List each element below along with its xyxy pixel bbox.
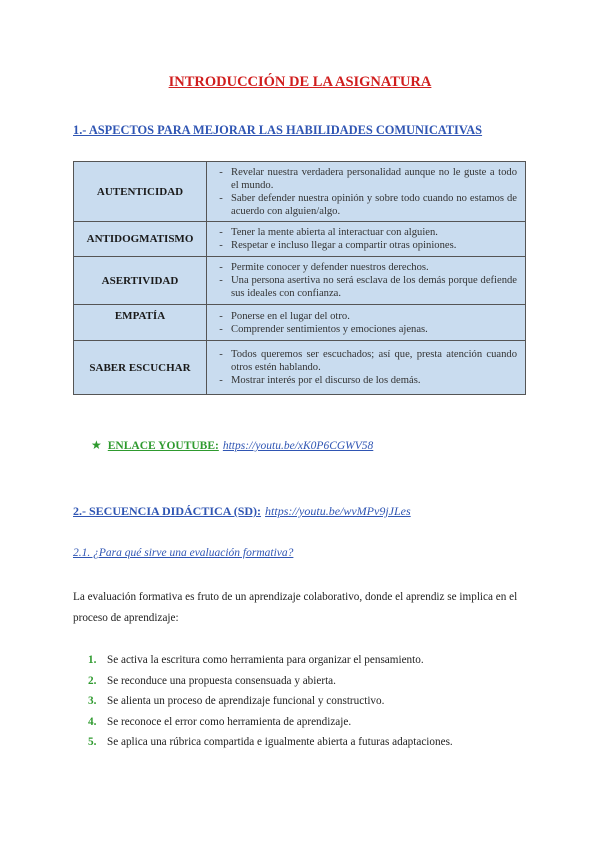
term-cell: EMPATÍA [74, 305, 207, 341]
item-text: Ponerse en el lugar del otro. [231, 310, 350, 322]
list-item: - Tener la mente abierta al interactuar con alguien. [211, 226, 517, 239]
item-text: Una persona asertiva no será esclava de los demás porque defiende sus ideales con confianza. [231, 275, 517, 299]
description-cell [207, 222, 526, 257]
description-cell [207, 341, 526, 395]
numbered-list [88, 650, 453, 753]
table-row [74, 257, 526, 305]
description-cell [207, 162, 526, 222]
description-cell [207, 305, 526, 341]
item-text: Todos queremos ser escuchados; así que, presta atención cuando otros estén hablando. [231, 349, 517, 373]
list-number: 3. [88, 695, 97, 708]
section1-heading: 1.- ASPECTOS PARA MEJORAR LAS HABILIDADES COMUNICATIVAS [73, 123, 483, 137]
list-item: - Respetar e incluso llegar a compartir otras opiniones. [211, 239, 517, 252]
item-text: Saber defender nuestra opinión y sobre todo cuando no estamos de acuerdo con alguien/algo. [231, 192, 517, 217]
table-row [74, 222, 526, 257]
intro-paragraph: La evaluación formativa es fruto de un aprendizaje colaborativo, donde el aprendiz se implica en el proceso de aprendizaje: [73, 591, 518, 624]
list-item: - Ponerse en el lugar del otro. [211, 310, 517, 323]
list-text: Se alienta un proceso de aprendizaje funcional y constructivo. [107, 695, 385, 708]
list-item [88, 732, 453, 753]
list-text: Se aplica una rúbrica compartida e igualmente abierta a futuras adaptaciones. [107, 736, 453, 749]
list-number: 5. [88, 736, 97, 749]
subsection-heading: 2.1. ¿Para qué sirve una evaluación formativa? [73, 547, 294, 559]
list-item: - Revelar nuestra verdadera personalidad aunque no le guste a todo el mundo. [219, 166, 517, 191]
term-cell: ANTIDOGMATISMO [74, 222, 207, 257]
page-title: INTRODUCCIÓN DE LA ASIGNATURA [168, 74, 432, 90]
list-item: - Comprender sentimientos y emociones ajenas. [211, 323, 517, 336]
item-text: Mostrar interés por el discurso de los demás. [231, 375, 421, 386]
item-text: Tener la mente abierta al interactuar con alguien. [231, 227, 438, 238]
list-text: Se reconoce el error como herramienta de aprendizaje. [107, 715, 352, 728]
table-row [74, 162, 526, 222]
item-text: Permite conocer y defender nuestros derechos. [231, 262, 429, 273]
list-number: 1. [88, 654, 97, 667]
list-item: - Todos queremos ser escuchados; así que, presta atención cuando otros estén hablando. [219, 349, 517, 373]
star-icon: ★ [91, 438, 102, 452]
item-text: Revelar nuestra verdadera personalidad aunque no le guste a todo el mundo. [231, 166, 517, 191]
term-cell: SABER ESCUCHAR [74, 341, 207, 395]
list-text: Se activa la escritura como herramienta para organizar el pensamiento. [107, 654, 424, 667]
list-item [88, 712, 453, 733]
section2-video-link[interactable]: https://youtu.be/wvMPv9jJLes [265, 504, 411, 518]
list-item: - Saber defender nuestra opinión y sobre todo cuando no estamos de acuerdo con alguien/algo. [219, 192, 517, 217]
table-row [74, 305, 526, 341]
list-item: - Una persona asertiva no será esclava de los demás porque defiende sus ideales con confianza. [219, 275, 517, 299]
list-number: 2. [88, 674, 97, 687]
youtube-link[interactable]: https://youtu.be/xK0P6CGWV58 [222, 440, 374, 452]
item-text: Comprender sentimientos y emociones ajenas. [231, 323, 428, 335]
list-number: 4. [88, 715, 97, 728]
term-cell: ASERTIVIDAD [74, 257, 207, 305]
table-row [74, 341, 526, 395]
item-text: Respetar e incluso llegar a compartir otras opiniones. [231, 240, 457, 251]
list-item [88, 691, 453, 712]
term-cell: AUTENTICIDAD [74, 162, 207, 222]
description-cell [207, 257, 526, 305]
youtube-label: ENLACE YOUTUBE: [107, 440, 219, 452]
list-item [88, 650, 453, 671]
skills-table [73, 161, 526, 395]
list-item [88, 671, 453, 692]
youtube-link-line [91, 438, 373, 453]
list-item: - Permite conocer y defender nuestros derechos. [211, 261, 517, 274]
section2-heading-line [73, 504, 411, 519]
list-item: - Mostrar interés por el discurso de los demás. [211, 374, 517, 387]
section2-heading: 2.- SECUENCIA DIDÁCTICA (SD): [73, 504, 262, 518]
list-text: Se reconduce una propuesta consensuada y abierta. [107, 674, 336, 687]
